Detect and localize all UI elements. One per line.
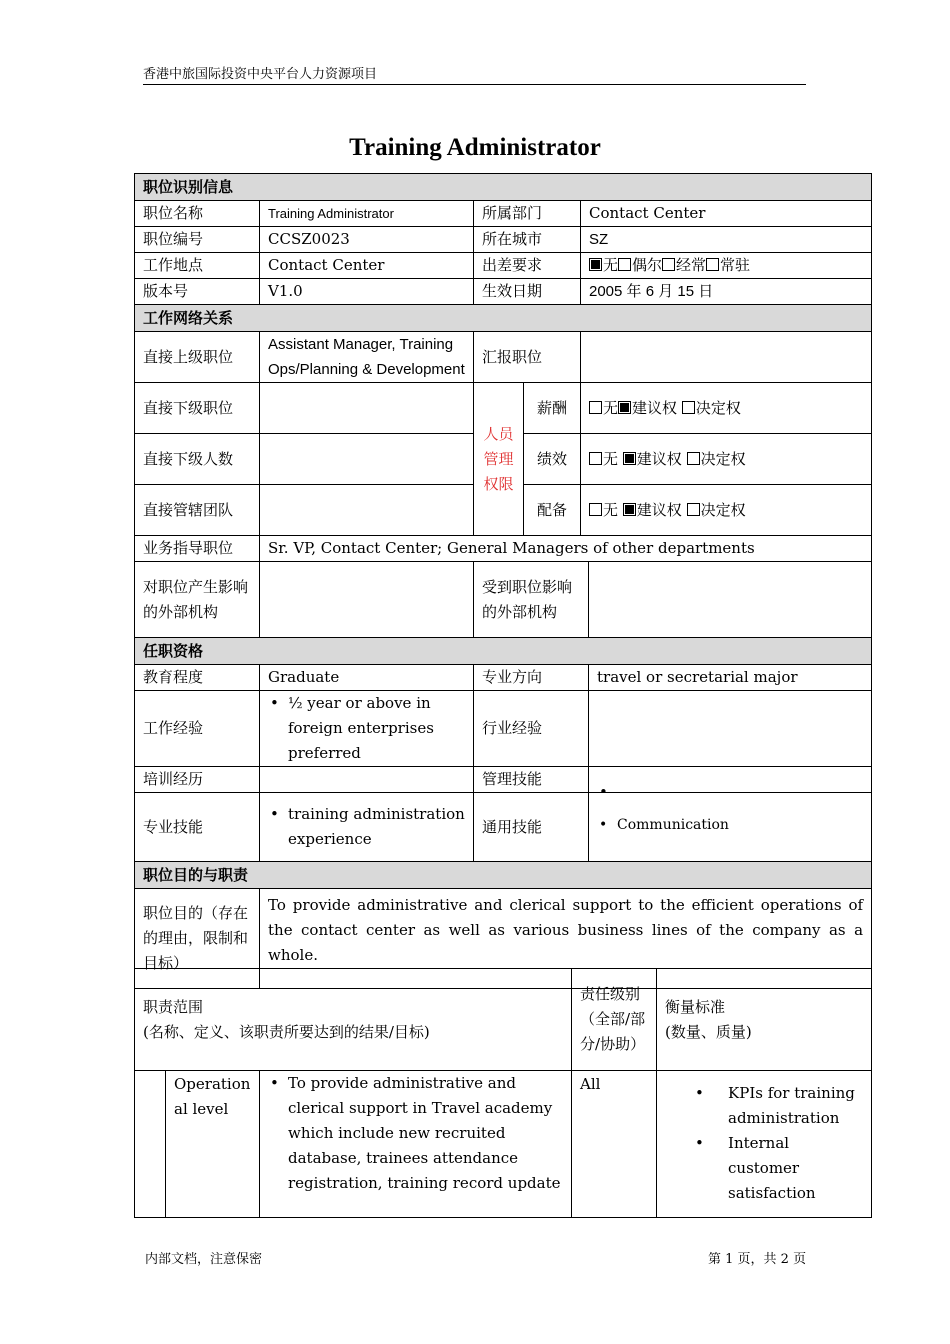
value-report-to bbox=[581, 332, 872, 383]
value-effective-date: 2005 年 6 月 15 日 bbox=[581, 279, 872, 305]
label-professional-skills: 专业技能 bbox=[135, 793, 260, 862]
checkbox-icon[interactable] bbox=[589, 401, 602, 414]
label-team: 直接管辖团队 bbox=[135, 485, 260, 536]
footer-confidential: 内部文档，注意保密 bbox=[145, 1252, 263, 1267]
table-row bbox=[135, 1071, 872, 1218]
section-heading-id: 职位识别信息 bbox=[135, 174, 872, 201]
value-affected-orgs bbox=[589, 562, 872, 638]
label-duty-scope: 职责范围 bbox=[143, 997, 204, 1016]
checkbox-icon[interactable] bbox=[706, 258, 719, 271]
label-measure: 衡量标准 bbox=[665, 997, 726, 1016]
table-row bbox=[135, 279, 872, 305]
value-position-name: Training Administrator bbox=[260, 201, 474, 227]
label-purpose: 职位目的（存在的理由，限制和目标） bbox=[135, 889, 260, 989]
label-work-location: 工作地点 bbox=[135, 253, 260, 279]
value-work-location: Contact Center bbox=[260, 253, 474, 279]
label-education: 教育程度 bbox=[135, 665, 260, 691]
value-subordinate bbox=[260, 383, 474, 434]
table-row bbox=[135, 665, 872, 691]
label-duty-scope-sub: (名称、定义、该职责所要达到的结果/目标) bbox=[143, 1022, 430, 1041]
table-row bbox=[135, 536, 872, 562]
checkbox-icon[interactable] bbox=[687, 503, 700, 516]
value-general-skills: • Communication bbox=[589, 793, 872, 862]
duty-index-cell bbox=[135, 1071, 166, 1218]
checkbox-icon[interactable] bbox=[589, 452, 602, 465]
table-row bbox=[135, 767, 872, 793]
checkbox-icon[interactable] bbox=[589, 503, 602, 516]
label-affected-orgs: 受到职位影响的外部机构 bbox=[474, 562, 589, 638]
footer-page-number: 第 1 页，共 2 页 bbox=[708, 1252, 807, 1267]
checkbox-checked-icon[interactable] bbox=[623, 452, 636, 465]
label-position-code: 职位编号 bbox=[135, 227, 260, 253]
table-row bbox=[135, 253, 872, 279]
value-purpose: To provide administrative and clerical support to the efficient operations of the contact center as well as various business lines of the company as a whole. bbox=[260, 889, 872, 989]
value-team bbox=[260, 485, 474, 536]
label-influencing-orgs: 对职位产生影响的外部机构 bbox=[135, 562, 260, 638]
authority-pay-options: 无 建议权 决定权 bbox=[581, 383, 872, 434]
value-work-experience: • ½ year or above in foreign enterprises preferred bbox=[260, 691, 474, 767]
page-title: Training Administrator bbox=[349, 134, 601, 161]
value-industry-experience bbox=[589, 691, 872, 767]
travel-options: 无 偶尔 经常 常驻 bbox=[581, 253, 872, 279]
value-position-code: CCSZ0023 bbox=[260, 227, 474, 253]
label-authority-pay: 薪酬 bbox=[524, 383, 581, 434]
value-guidance: Sr. VP, Contact Center; General Managers of other departments bbox=[260, 536, 872, 562]
value-city: SZ bbox=[581, 227, 872, 253]
value-subordinate-count bbox=[260, 434, 474, 485]
value-department: Contact Center bbox=[581, 201, 872, 227]
table-row bbox=[135, 383, 872, 434]
label-city: 所在城市 bbox=[474, 227, 581, 253]
value-version: V1.0 bbox=[260, 279, 474, 305]
value-management-skills bbox=[589, 767, 872, 793]
value-kpis bbox=[657, 1071, 872, 1218]
authority-staffing-options: 无 建议权 决定权 bbox=[581, 485, 872, 536]
checkbox-checked-icon[interactable] bbox=[623, 503, 636, 516]
value-major: travel or secretarial major bbox=[589, 665, 872, 691]
section-heading-network: 工作网络关系 bbox=[135, 305, 872, 332]
value-training-history bbox=[260, 767, 474, 793]
label-version: 版本号 bbox=[135, 279, 260, 305]
checkbox-icon[interactable] bbox=[682, 401, 695, 414]
table-row bbox=[135, 227, 872, 253]
checkbox-checked-icon[interactable] bbox=[589, 258, 602, 271]
measure-header bbox=[657, 969, 872, 1071]
checkbox-icon[interactable] bbox=[618, 258, 631, 271]
section-heading-qualifications: 任职资格 bbox=[135, 638, 872, 665]
table-row bbox=[135, 562, 872, 638]
checkbox-icon[interactable] bbox=[662, 258, 675, 271]
table-row bbox=[135, 793, 872, 862]
value-duty-level-name: Operational level bbox=[166, 1071, 260, 1218]
label-department: 所属部门 bbox=[474, 201, 581, 227]
table-row bbox=[135, 969, 872, 1071]
label-industry-experience: 行业经验 bbox=[474, 691, 589, 767]
duty-scope-header bbox=[135, 969, 572, 1071]
label-authority-performance: 绩效 bbox=[524, 434, 581, 485]
label-position-name: 职位名称 bbox=[135, 201, 260, 227]
value-education: Graduate bbox=[260, 665, 474, 691]
label-superior: 直接上级职位 bbox=[135, 332, 260, 383]
kpi-item: • KPIs for training administration bbox=[693, 1081, 863, 1131]
job-description-table bbox=[134, 173, 872, 989]
label-people-authority: 人员管理权限 bbox=[474, 383, 524, 536]
label-report-to: 汇报职位 bbox=[474, 332, 581, 383]
label-general-skills: 通用技能 bbox=[474, 793, 589, 862]
value-duty-text: • To provide administrative and clerical support in Travel academy which include new recruited database, trainees attendance registration, training record update bbox=[260, 1071, 572, 1218]
label-subordinate: 直接下级职位 bbox=[135, 383, 260, 434]
label-management-skills: 管理技能 bbox=[474, 767, 589, 793]
label-authority-staffing: 配备 bbox=[524, 485, 581, 536]
value-superior: Assistant Manager, Training Ops/Planning & Development bbox=[260, 332, 474, 383]
checkbox-checked-icon[interactable] bbox=[618, 401, 631, 414]
label-travel: 出差要求 bbox=[474, 253, 581, 279]
kpi-item: • Internal customer satisfaction bbox=[693, 1131, 863, 1206]
label-effective-date: 生效日期 bbox=[474, 279, 581, 305]
label-guidance: 业务指导职位 bbox=[135, 536, 260, 562]
checkbox-icon[interactable] bbox=[687, 452, 700, 465]
page-header: 香港中旅国际投资中央平台人力资源项目 bbox=[143, 66, 806, 85]
label-training-history: 培训经历 bbox=[135, 767, 260, 793]
value-duty-level: All bbox=[572, 1071, 657, 1218]
label-measure-sub: (数量、质量) bbox=[665, 1022, 752, 1041]
label-subordinate-count: 直接下级人数 bbox=[135, 434, 260, 485]
value-influencing-orgs bbox=[260, 562, 474, 638]
section-heading-duties: 职位目的与职责 bbox=[135, 862, 872, 889]
label-responsibility-level: 责任级别（全部/部分/协助） bbox=[572, 969, 657, 1071]
value-professional-skills: • training administration experience bbox=[260, 793, 474, 862]
table-row bbox=[135, 201, 872, 227]
authority-performance-options: 无 建议权 决定权 bbox=[581, 434, 872, 485]
label-major: 专业方向 bbox=[474, 665, 589, 691]
label-work-experience: 工作经验 bbox=[135, 691, 260, 767]
table-row bbox=[135, 332, 872, 383]
table-row bbox=[135, 691, 872, 767]
duty-scope-table bbox=[134, 968, 872, 1218]
